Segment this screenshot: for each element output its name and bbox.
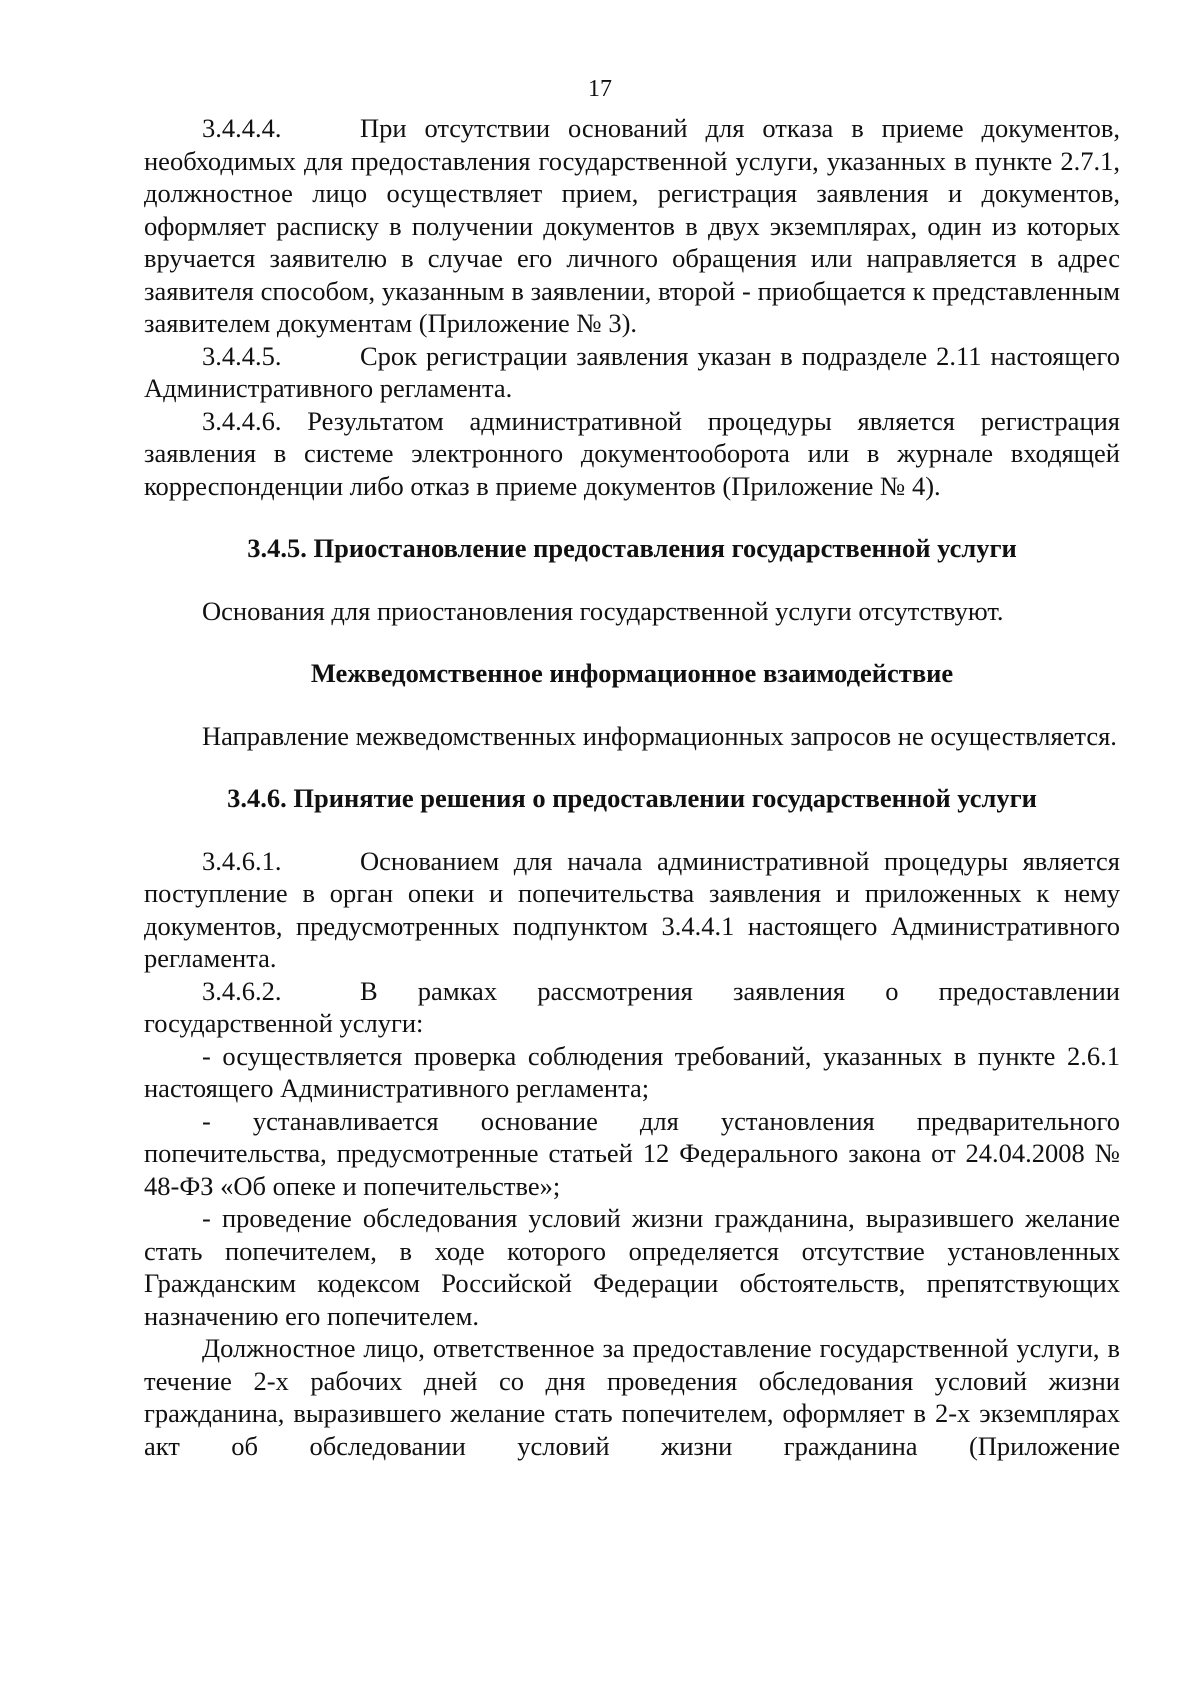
paragraph-3-4-4-5: [144, 340, 1120, 405]
paragraph-number: 3.4.6.2.: [202, 975, 282, 1006]
paragraph-3-4-6-2: [144, 975, 1120, 1040]
list-item-check-requirements: - осуществляется проверка соблюдения требований, указанных в пункте 2.6.1 настоящего Административного регламента;: [144, 1040, 1120, 1103]
document-body: [144, 112, 1120, 1462]
paragraph-text: Срок регистрации заявления указан в подразделе 2.11 настоящего Административного регламента.: [144, 340, 1120, 403]
paragraph-text: Результатом административной процедуры является регистрация заявления в системе электронного документооборота или в журнале входящей корреспонденции либо отказ в приеме документов (Приложение № 4).: [144, 405, 1120, 501]
paragraph-text: В рамках рассмотрения заявления о предоставлении государственной услуги:: [144, 975, 1120, 1038]
paragraph-text: Основанием для начала административной процедуры является поступление в орган опеки и попечительства заявления и приложенных к нему документов, предусмотренных подпунктом 3.4.4.1 настоящего Административного регламента.: [144, 845, 1120, 973]
heading-3-4-6: 3.4.6. Принятие решения о предоставлении государственной услуги: [227, 783, 1037, 813]
paragraph-3-4-4-4: [144, 112, 1120, 340]
paragraph-number: 3.4.4.4.: [202, 113, 282, 143]
paragraph-suspension: Основания для приостановления государственной услуги отсутствуют.: [202, 595, 1004, 626]
heading-interagency: Межведомственное информационное взаимодействие: [310, 658, 954, 688]
page-number: 17: [588, 76, 612, 102]
paragraph-interagency: Направление межведомственных информационных запросов не осуществляется.: [202, 720, 1117, 751]
paragraph-3-4-4-6: [144, 405, 1120, 503]
paragraph-number: 3.4.4.5.: [202, 340, 282, 371]
list-item-establish-basis: - устанавливается основание для установления предварительного попечительства, предусмотренные статьей 12 Федерального закона от 24.04.2008 № 48-ФЗ «Об опеке и попечительстве»;: [144, 1105, 1120, 1201]
list-item-inspection: - проведение обследования условий жизни гражданина, выразившего желание стать попечителем, в ходе которого определяется отсутствие установленных Гражданским кодексом Российской Федерации обстоятельств, препятствующих назначению его попечителем.: [144, 1203, 1120, 1331]
paragraph-official: Должностное лицо, ответственное за предоставление государственной услуги, в течение 2-х рабочих дней со дня проведения обследования условий жизни гражданина, выразившего желание стать попечителем, оформляет в 2-х экземплярах акт об обследовании условий жизни гражданина (Приложение: [144, 1333, 1120, 1461]
paragraph-3-4-6-1: [144, 845, 1120, 975]
heading-3-4-5: 3.4.5. Приостановление предоставления государственной услуги: [247, 533, 1017, 563]
paragraph-number: 3.4.6.1.: [202, 845, 282, 876]
paragraph-text: При отсутствии оснований для отказа в приеме документов, необходимых для предоставления государственной услуги, указанных в пункте 2.7.1, должностное лицо осуществляет прием, регистрация заявления и документов, оформляет расписку в получении документов в двух экземплярах, один из которых вручается заявителю в случае его личного обращения или направляется в адрес заявителя способом, указанным в заявлении, второй - приобщается к представленным заявителем документам (Приложение № 3).: [144, 113, 1120, 338]
paragraph-number: 3.4.4.6.: [202, 405, 282, 436]
